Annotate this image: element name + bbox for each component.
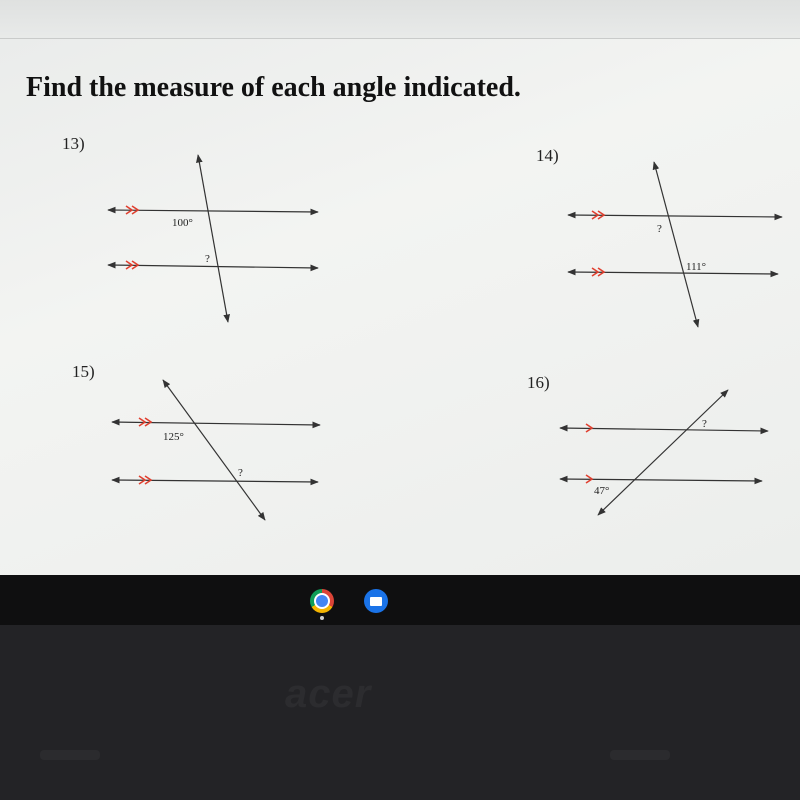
transversal [654, 162, 698, 327]
problem-15-number: 15) [72, 362, 95, 381]
hinge-right [610, 750, 670, 760]
taskbar-shelf [0, 575, 800, 625]
angle-label-unknown: ? [205, 253, 210, 265]
laptop-brand-logo: acer [285, 672, 372, 716]
active-app-indicator [320, 616, 324, 620]
page-title: Find the measure of each angle indicated. [26, 72, 521, 103]
problem-16-number: 16) [527, 373, 550, 392]
angle-label-given: 125° [163, 431, 184, 443]
hinge-left [40, 750, 100, 760]
files-icon[interactable] [364, 589, 388, 613]
figure-13 [108, 155, 318, 322]
angle-label-unknown: ? [702, 418, 707, 430]
parallel-line-bottom [568, 272, 778, 274]
angle-label-unknown: ? [238, 467, 243, 479]
figure-16 [560, 390, 768, 515]
chrome-icon[interactable] [310, 589, 334, 613]
problem-13-number: 13) [62, 134, 85, 153]
parallel-line-bottom [108, 265, 318, 268]
angle-label-given: 47° [594, 485, 610, 497]
parallel-line-top [108, 210, 318, 212]
transversal [198, 155, 228, 322]
transversal [598, 390, 728, 515]
transversal [163, 380, 265, 520]
angle-label-given: 111° [686, 261, 707, 273]
angle-label-unknown: ? [657, 223, 662, 235]
laptop-bezel [0, 625, 800, 800]
problem-14-number: 14) [536, 146, 559, 165]
figure-15 [112, 380, 320, 520]
figure-14 [568, 162, 782, 327]
angle-label-given: 100° [172, 217, 193, 229]
